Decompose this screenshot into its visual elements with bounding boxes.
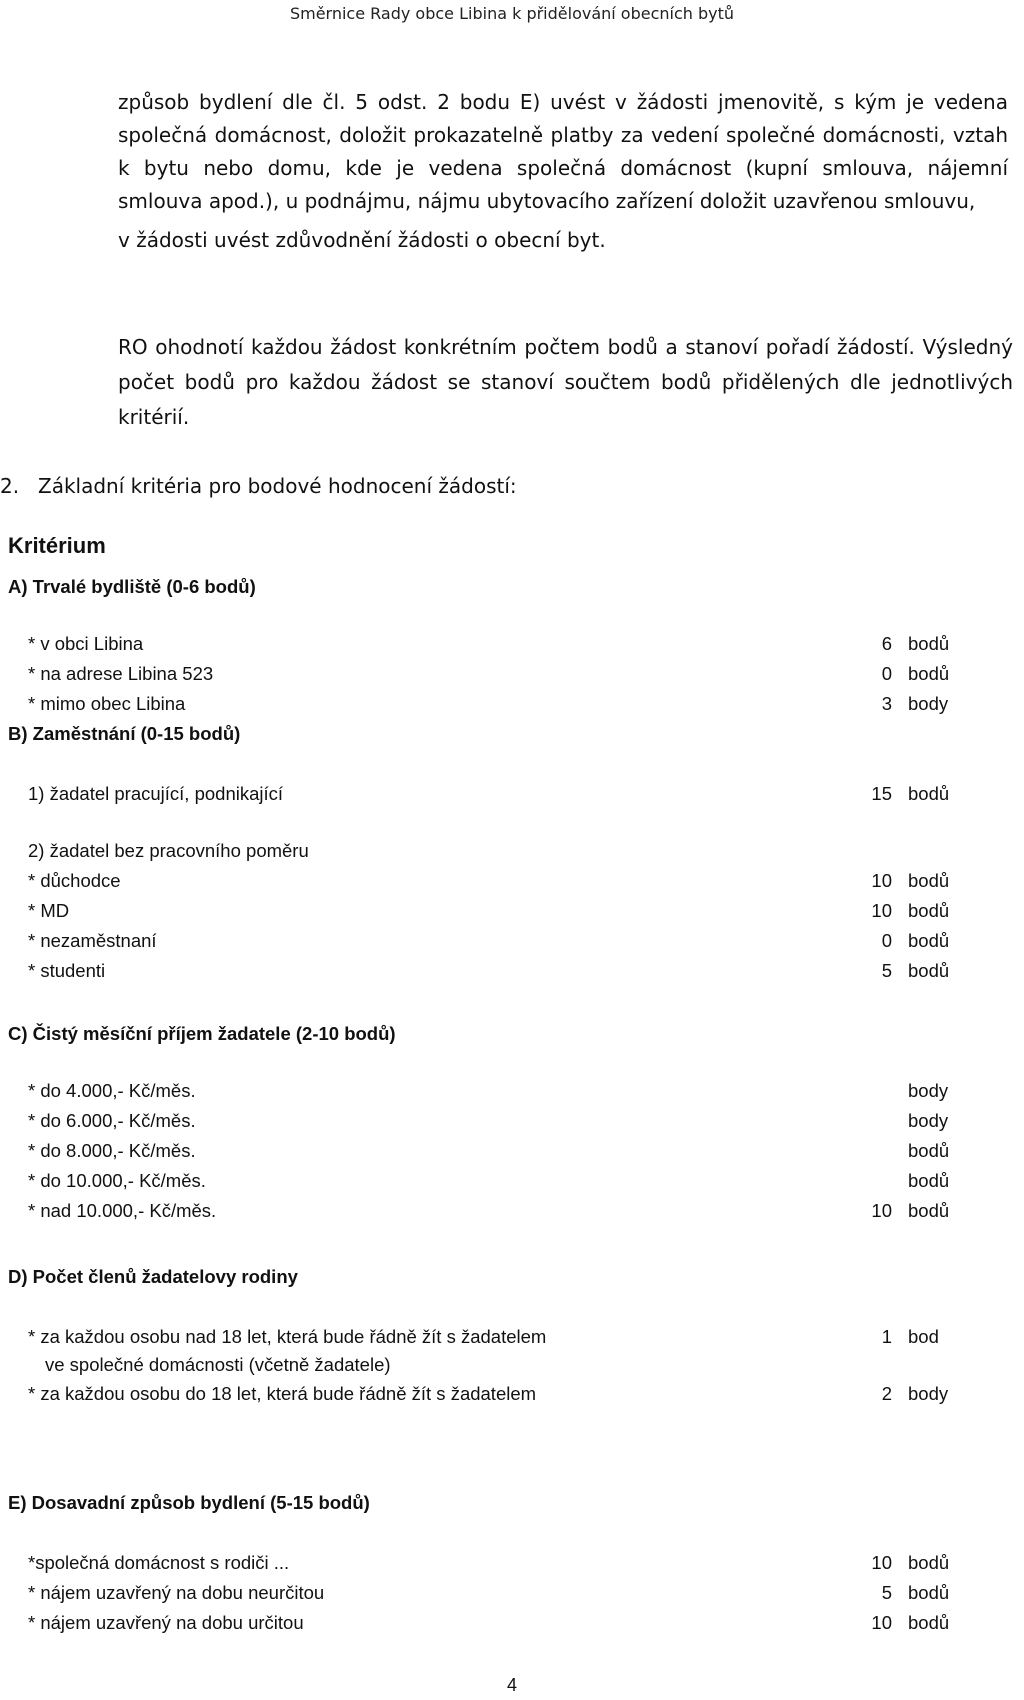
points-unit: body <box>908 1383 949 1404</box>
points-count: 2 <box>881 1383 892 1404</box>
criterion-label: * do 4.000,- Kč/měs. <box>28 1080 196 1101</box>
criterion-c-title: C) Čistý měsíční příjem žadatele (2-10 bodů) <box>8 1023 396 1044</box>
criterion-row <box>0 1110 1024 1138</box>
criterion-d-title: D) Počet členů žadatelovy rodiny <box>8 1266 298 1287</box>
intro-paragraph-1b-text: v žádosti uvést zdůvodnění žádosti o obecní byt. <box>118 228 606 252</box>
running-header: Směrnice Rady obce Libina k přidělování obecních bytů <box>289 4 735 23</box>
criterion-label-continuation: ve společné domácnosti (včetně žadatele) <box>45 1354 391 1375</box>
points-unit: bodů <box>908 1200 950 1221</box>
criterion-label: * do 6.000,- Kč/měs. <box>28 1110 196 1131</box>
intro-paragraph-1-text: způsob bydlení dle čl. 5 odst. 2 bodu E) uvést v žádosti jmenovitě, s kým je vedena společná domácnost, doložit prokazatelně platby za vedení společné domácnosti, vztah k bytu nebo domu, kde je vedena společná domácnost (kupní smlouva, nájemní smlouva apod.), u podnájmu, nájmu ubytovacího zařízení doložit uzavřenou smlouvu, <box>118 90 1008 213</box>
points-unit: bodů <box>908 1140 950 1161</box>
criterion-label: * v obci Libina <box>28 633 144 654</box>
criterion-row <box>0 900 1024 928</box>
points-count: 5 <box>881 1582 892 1603</box>
intro-paragraph-1 <box>118 86 1008 257</box>
points-unit: bodů <box>908 1170 950 1191</box>
criterion-label: *společná domácnost s rodiči ... <box>28 1552 290 1573</box>
points-count: 5 <box>881 960 892 981</box>
criterion-label: * mimo obec Libina <box>28 693 186 714</box>
criterion-row <box>0 1326 1024 1354</box>
criterion-label: 1) žadatel pracující, podnikající <box>28 783 284 804</box>
points-unit: bodů <box>908 960 950 981</box>
points-unit: bodů <box>908 930 950 951</box>
criteria-heading: Kritérium <box>8 533 106 558</box>
criterion-row <box>0 1612 1024 1640</box>
points-count: 0 <box>881 930 892 951</box>
criterion-row <box>0 1354 1024 1382</box>
criterion-label: * nájem uzavřený na dobu neurčitou <box>28 1582 325 1603</box>
page-number: 4 <box>506 1675 517 1695</box>
criterion-row <box>0 1582 1024 1610</box>
criterion-row <box>0 663 1024 691</box>
criterion-row <box>0 1383 1024 1411</box>
points-unit: bodů <box>908 870 950 891</box>
criterion-label: * studenti <box>28 960 106 981</box>
intro-paragraph-2: RO ohodnotí každou žádost konkrétním počtem bodů a stanoví pořadí žádostí. Výsledný počet bodů pro každou žádost se stanoví součtem bodů přidělených dle jednotlivých kritérií. <box>118 335 1013 429</box>
criterion-label: * důchodce <box>28 870 121 891</box>
points-count: 1 <box>881 1326 892 1347</box>
criterion-label: * za každou osobu do 18 let, která bude řádně žít s žadatelem <box>28 1383 537 1404</box>
criterion-label: * nezaměstnaní <box>28 930 157 951</box>
criterion-e-title: E) Dosavadní způsob bydlení (5-15 bodů) <box>8 1492 370 1513</box>
points-count: 3 <box>881 693 892 714</box>
criterion-b-title: B) Zaměstnání (0-15 bodů) <box>8 723 241 744</box>
section-2-number: 2. <box>0 474 20 498</box>
points-count: 10 <box>871 1200 892 1221</box>
criterion-label: * MD <box>28 900 70 921</box>
criterion-row <box>0 783 1024 811</box>
criterion-row <box>0 960 1024 988</box>
criterion-row <box>0 1080 1024 1108</box>
points-unit: body <box>908 1080 949 1101</box>
points-unit: bodů <box>908 1582 950 1603</box>
criterion-row <box>0 1140 1024 1168</box>
points-unit: bodů <box>908 633 950 654</box>
points-unit: bodů <box>908 663 950 684</box>
points-count: 0 <box>881 663 892 684</box>
points-unit: bodů <box>908 1552 950 1573</box>
criterion-row <box>0 693 1024 721</box>
criterion-label: 2) žadatel bez pracovního poměru <box>28 840 309 861</box>
criterion-label: * do 8.000,- Kč/měs. <box>28 1140 196 1161</box>
points-count: 10 <box>871 1612 892 1633</box>
points-unit: body <box>908 1110 949 1131</box>
points-count: 15 <box>871 783 892 804</box>
points-count: 6 <box>881 633 892 654</box>
criterion-label: * do 10.000,- Kč/měs. <box>28 1170 206 1191</box>
points-count: 10 <box>871 1552 892 1573</box>
criterion-row <box>0 930 1024 958</box>
criterion-row <box>0 1552 1024 1580</box>
points-unit: bodů <box>908 783 950 804</box>
points-unit: body <box>908 693 949 714</box>
criterion-label: * za každou osobu nad 18 let, která bude řádně žít s žadatelem <box>28 1326 547 1347</box>
points-unit: bod <box>908 1326 939 1347</box>
criterion-label: * na adrese Libina 523 <box>28 663 214 684</box>
criterion-a-title: A) Trvalé bydliště (0-6 bodů) <box>8 576 256 597</box>
criterion-row <box>0 633 1024 661</box>
criterion-row <box>0 1170 1024 1198</box>
points-unit: bodů <box>908 1612 950 1633</box>
criterion-row <box>0 840 1024 868</box>
points-count: 10 <box>871 870 892 891</box>
points-unit: bodů <box>908 900 950 921</box>
criterion-label: * nájem uzavřený na dobu určitou <box>28 1612 304 1633</box>
criterion-row <box>0 870 1024 898</box>
points-count: 10 <box>871 900 892 921</box>
section-2-title: Základní kritéria pro bodové hodnocení žádostí: <box>38 474 517 498</box>
criterion-row <box>0 1200 1024 1228</box>
criterion-label: * nad 10.000,- Kč/měs. <box>28 1200 217 1221</box>
